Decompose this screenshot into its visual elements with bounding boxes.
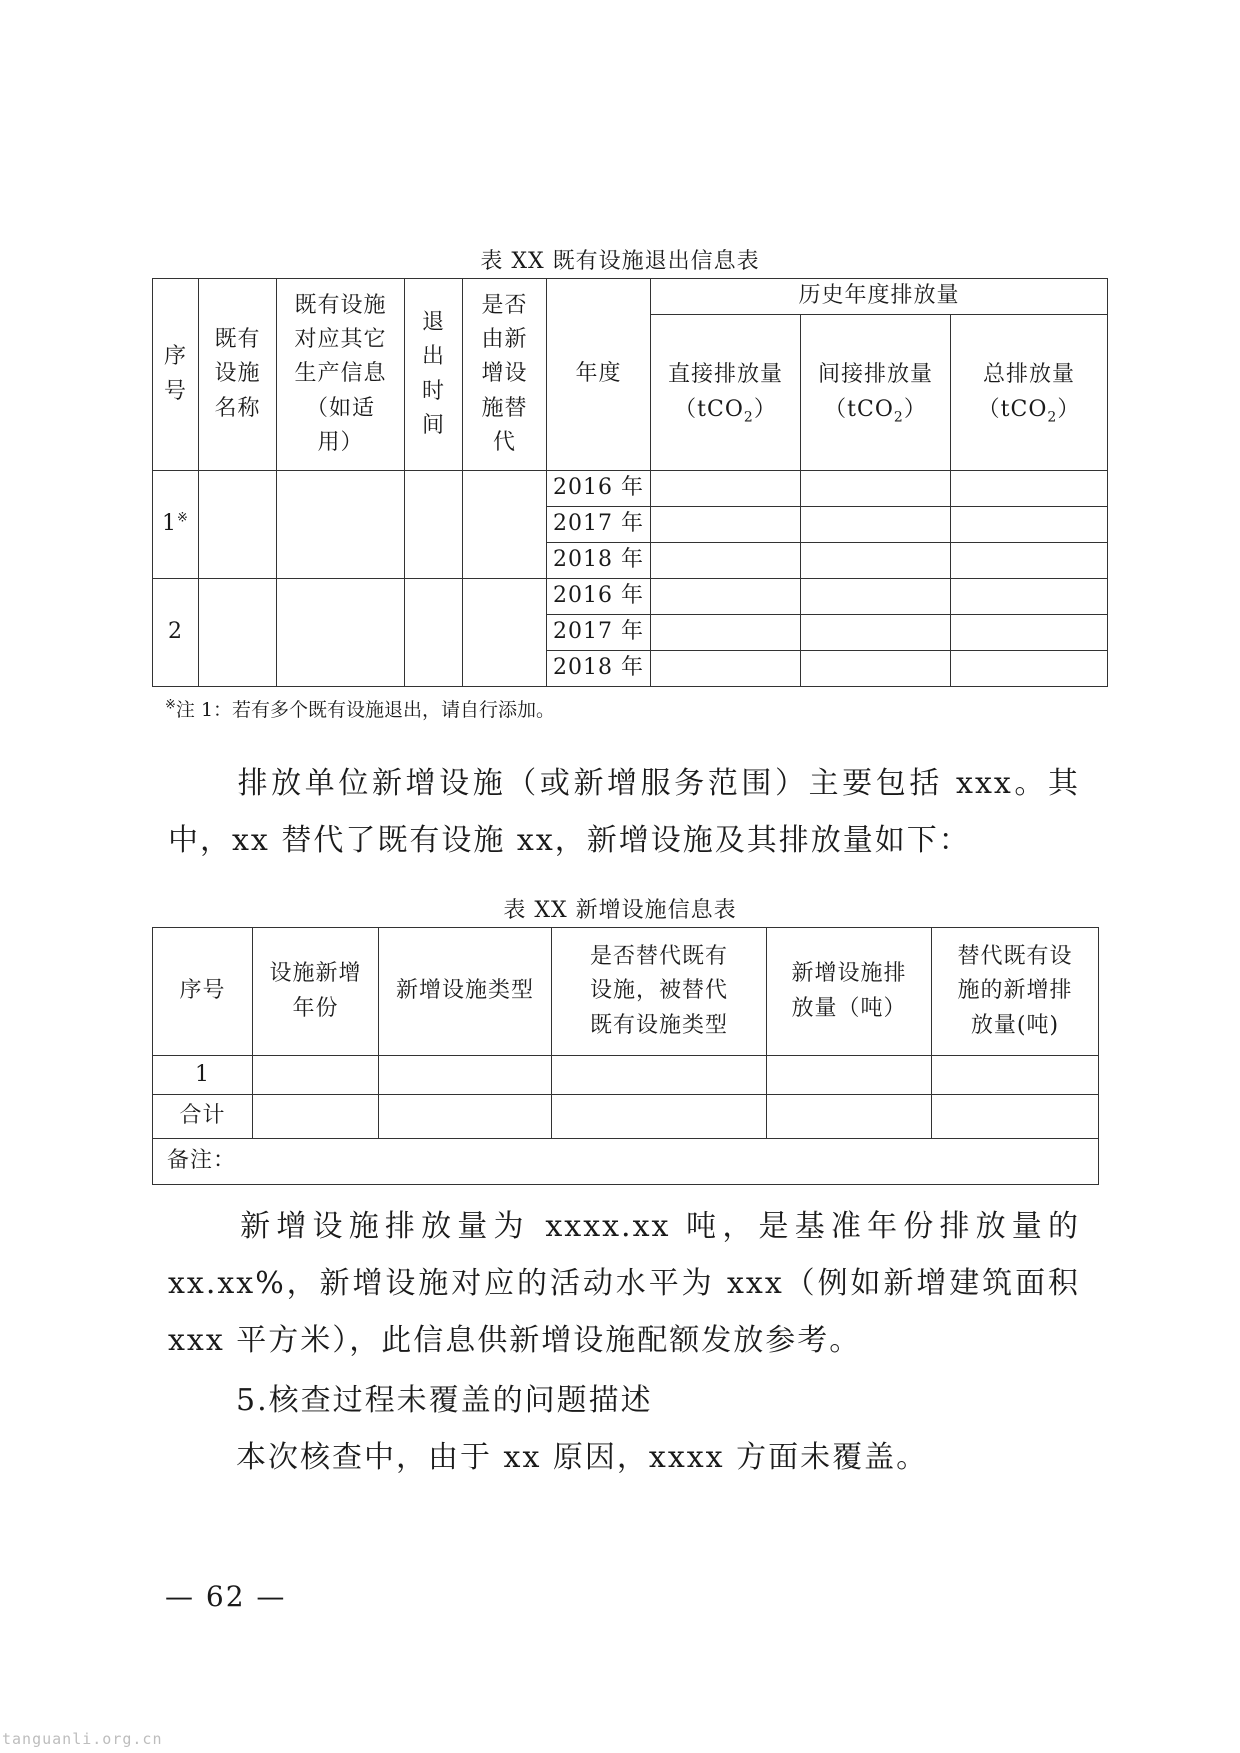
table-row	[153, 471, 1108, 507]
data-cell[interactable]	[767, 1056, 932, 1095]
header-replace-emission: 替代既有设施的新增排放量(吨)	[932, 928, 1099, 1056]
data-cell[interactable]	[552, 1056, 767, 1095]
data-cell[interactable]	[379, 1095, 552, 1139]
total-cell[interactable]	[951, 471, 1108, 507]
header-new-year: 设施新增年份	[253, 928, 379, 1056]
paragraph-new-facilities: 排放单位新增设施（或新增服务范围）主要包括 xxx。其中，xx 替代了既有设施 xx，新增设施及其排放量如下：	[168, 766, 1080, 858]
new-facility-table	[152, 927, 1099, 1185]
table-row	[153, 579, 1108, 615]
header-year: 年度	[547, 279, 651, 471]
other-info-cell[interactable]	[277, 579, 405, 687]
data-cell[interactable]	[253, 1095, 379, 1139]
data-cell[interactable]	[379, 1056, 552, 1095]
direct-cell[interactable]	[651, 579, 801, 615]
year-cell: 2018 年	[547, 651, 651, 687]
indirect-label: 间接排放量	[817, 362, 933, 388]
table2-caption: 表 XX 新增设施信息表	[503, 898, 737, 923]
indirect-cell[interactable]	[801, 507, 951, 543]
other-info-cell[interactable]	[277, 471, 405, 579]
data-cell[interactable]	[767, 1095, 932, 1139]
exit-time-cell[interactable]	[405, 579, 463, 687]
header-new-type: 新增设施类型	[379, 928, 552, 1056]
table-row	[153, 1056, 1099, 1095]
year-cell: 2017 年	[547, 507, 651, 543]
exit-time-cell[interactable]	[405, 471, 463, 579]
data-cell[interactable]	[932, 1056, 1099, 1095]
indirect-cell[interactable]	[801, 471, 951, 507]
header-replace: 是否替代既有设施，被替代既有设施类型	[552, 928, 767, 1056]
total-cell[interactable]	[951, 615, 1108, 651]
year-cell: 2016 年	[547, 471, 651, 507]
header-replaced: 是否由新增设施替代	[463, 279, 547, 471]
header-indirect-emission	[801, 315, 951, 471]
year-cell: 2016 年	[547, 579, 651, 615]
indirect-unit: （tCO$_2$）	[824, 396, 927, 425]
data-cell[interactable]	[932, 1095, 1099, 1139]
total-cell[interactable]	[951, 579, 1108, 615]
header-seq: 序号	[153, 928, 253, 1056]
facility-exit-table	[152, 278, 1108, 687]
total-cell[interactable]	[951, 507, 1108, 543]
total-label: 总排放量	[983, 362, 1076, 388]
data-cell[interactable]	[253, 1056, 379, 1095]
direct-cell[interactable]	[651, 471, 801, 507]
direct-cell[interactable]	[651, 507, 801, 543]
total-cell[interactable]	[951, 651, 1108, 687]
indirect-cell[interactable]	[801, 651, 951, 687]
total-label-cell: 合计	[153, 1095, 253, 1139]
replaced-cell[interactable]	[463, 471, 547, 579]
section-heading-5: 5.核查过程未覆盖的问题描述	[236, 1383, 653, 1418]
paragraph-uncovered: 本次核查中，由于 xx 原因，xxxx 方面未覆盖。	[236, 1440, 929, 1475]
direct-cell[interactable]	[651, 651, 801, 687]
header-total-emission	[951, 315, 1108, 471]
header-direct-emission	[651, 315, 801, 471]
table1-caption: 表 XX 既有设施退出信息表	[480, 249, 760, 274]
seq-cell: 1	[153, 1056, 253, 1095]
paragraph-new-emission: 新增设施排放量为 xxxx.xx 吨，是基准年份排放量的 xx.xx%，新增设施对应的活动水平为 xxx（例如新增建筑面积 xxx 平方米），此信息供新增设施配额发放参考。	[168, 1209, 1080, 1358]
remark-cell[interactable]: 备注：	[153, 1139, 1099, 1185]
table-row	[153, 1095, 1099, 1139]
header-exit-time: 退出时间	[405, 279, 463, 471]
page-number: — 62 —	[165, 1580, 287, 1613]
indirect-cell[interactable]	[801, 543, 951, 579]
header-new-emission: 新增设施排放量（吨）	[767, 928, 932, 1056]
header-facility-name: 既有设施名称	[199, 279, 277, 471]
direct-unit: （tCO$_2$）	[674, 396, 777, 425]
year-cell: 2017 年	[547, 615, 651, 651]
direct-cell[interactable]	[651, 543, 801, 579]
year-cell: 2018 年	[547, 543, 651, 579]
indirect-cell[interactable]	[801, 579, 951, 615]
facility-name-cell[interactable]	[199, 471, 277, 579]
seq-cell: 1※	[153, 471, 199, 579]
total-cell[interactable]	[951, 543, 1108, 579]
data-cell[interactable]	[552, 1095, 767, 1139]
facility-name-cell[interactable]	[199, 579, 277, 687]
header-seq: 序号	[153, 279, 199, 471]
header-other-info: 既有设施对应其它生产信息（如适用）	[277, 279, 405, 471]
total-unit: （tCO$_2$）	[977, 396, 1081, 425]
indirect-cell[interactable]	[801, 615, 951, 651]
watermark: tanguanli.org.cn	[2, 1730, 163, 1748]
direct-cell[interactable]	[651, 615, 801, 651]
header-history-emissions: 历史年度排放量	[651, 279, 1108, 315]
table1-footnote: ※注 1：若有多个既有设施退出，请自行添加。	[165, 697, 556, 721]
direct-label: 直接排放量	[667, 362, 783, 388]
seq-cell: 2	[153, 579, 199, 687]
table-row	[153, 1139, 1099, 1185]
replaced-cell[interactable]	[463, 579, 547, 687]
